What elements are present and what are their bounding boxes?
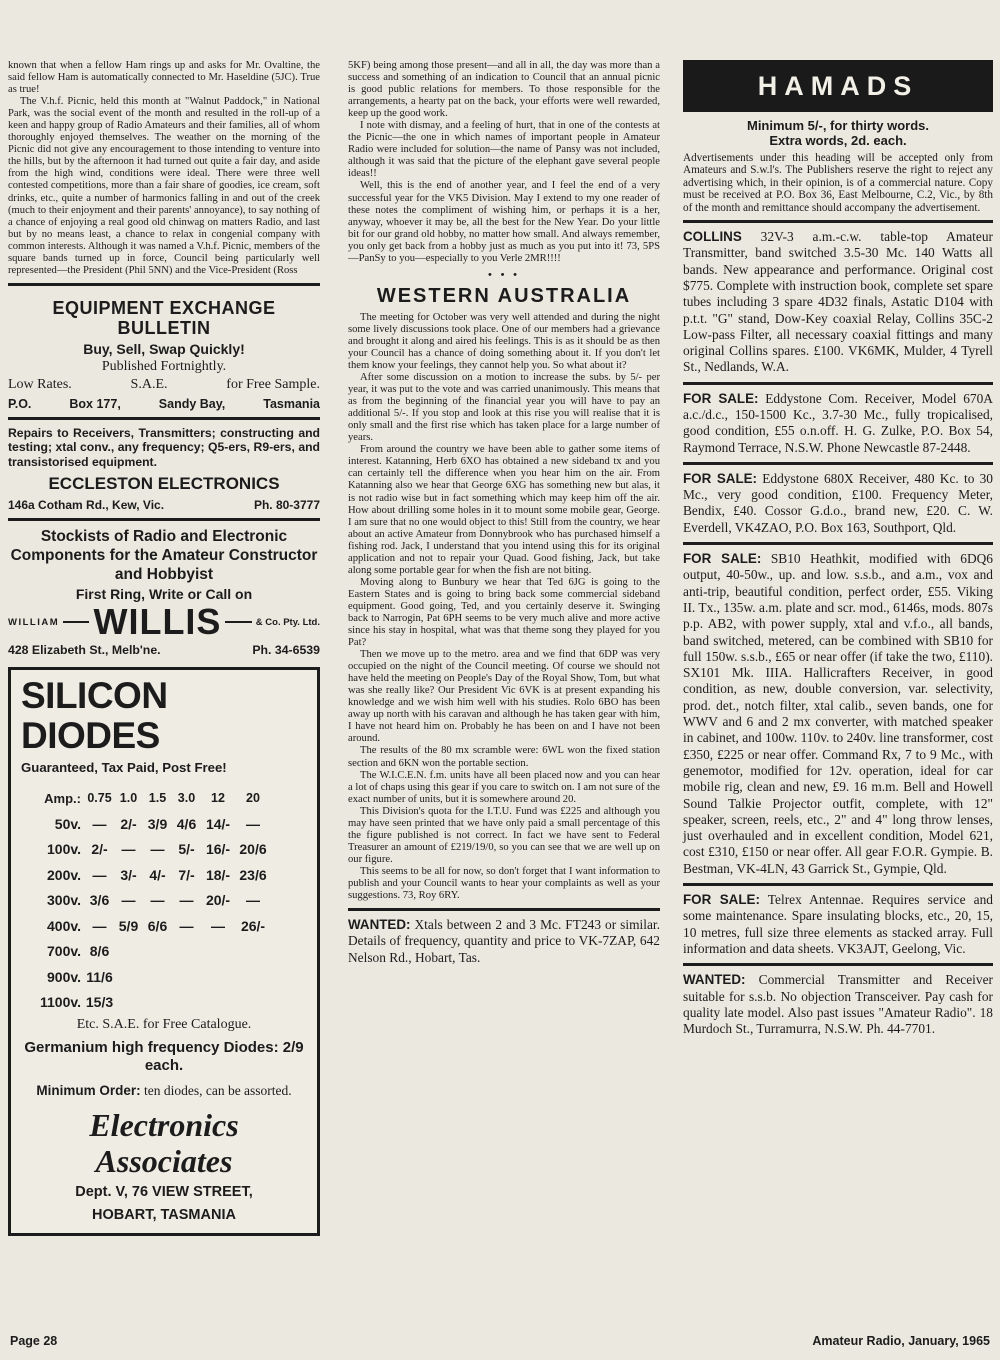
minimum-order <box>21 1083 307 1099</box>
western-australia-heading: WESTERN AUSTRALIA <box>376 284 632 307</box>
vk5-notes-end <box>348 60 660 265</box>
eeb-title: EQUIPMENT EXCHANGE <box>52 297 276 318</box>
diode-price: 2/- <box>91 841 108 858</box>
diode-price: 20/- <box>205 892 231 909</box>
ad-text: SB10 Heathkit, modified with 6DQ6 output, 40-50w., up. and low. s.s.b., and a.m., vox and anti-trip, beautiful condition, perfect order, £55. Viking II. Tx., 135w. a.m. plate and scr. mod., 6146s, mods. 807s p.p. AB2, with power supply, xtal and v.f.o., all bands, band switched, metered, can be combined with SB10 for full 150w. s.s.b., £65 or near offer (if take the two, £110). SX101 Mk. IIIA. Hallicrafters Receiver, in good condition, as new, double conversion, var. selectivity, prod. det., notch filter, xtal calib., seven bands, one for WWV and 6 and 2 mx converter, with matched speaker in cabinet, and 100w. 110v. to 240v. line transformer, cost £350, £225 or near offer. Command Rx, 7 to 9 Mc., with genemotor, modified for 12v. operation, ideal for car mobile rig, clean and new, £9. 16 m.m. Bell and Howell Sound Talkie Projector outfit, complete, with 12" speaker, screen, reels, etc., 2" and 4" long throw lenses, just overhauled and in excellent condition, Model 621, cost £310, £150 or near offer. All gear F.O.R. Gympie. B. Bestman, VK-4LN, 43 Garrick St., Gympie, Qld. <box>683 551 993 876</box>
eeb-address-2: Box 177, <box>69 396 121 411</box>
ad-lead: FOR SALE: <box>683 551 762 567</box>
eccleston-ad <box>8 426 320 513</box>
article-paragraph: The V.h.f. Picnic, held this month at "Walnut Paddock," in National Park, was the social event of the month and resulted in the roll-up of a keen and happy group of Radio Amateurs and their families, all of whom thoroughly enjoyed themselves. The weather on the morning of the Picnic did not give any encouragement to those intending to venture into the hills, but by the afternoon it had turned out quite a fair day, and aside from the high wind, conditions were ideal. There were three well contested competitions, more than a fair share of goodies, ice cream, soft drinks, etc., quite a number of harmonics falling in and out of the creek (much to their enjoyment and their parents' annoyance), to say nothing of a chance of enjoying a real good old chinwag on matters Radio, and last but by no means least, a chance to relax in congenial company with common interests. Although it was named a V.h.f. Picnic, members of the square bands turned up in force, Council being particularly well represented—the President (Phil 5NN) and the Vice-President (Ross <box>8 96 320 276</box>
eeb-rates <box>8 377 320 393</box>
ad-lead: WANTED: <box>683 972 746 988</box>
amp-value: 1.0 <box>119 791 138 806</box>
willis-phone: Ph. 34-6539 <box>252 643 320 658</box>
western-australia-notes <box>348 312 660 902</box>
hamads-banner <box>683 60 993 112</box>
ad-text: Commercial Transmitter and Receiver suitable for s.s.b. No objection Transceiver. Pay cash for quality late model. Also past issues "Amateur Radio". 18 Murdoch St., Turramurra, N.S.W. Ph. 44-7701. <box>683 972 993 1037</box>
wanted-lead: WANTED: <box>348 917 411 933</box>
diode-price-row <box>21 862 307 888</box>
diode-price: — <box>179 892 194 909</box>
diodes-catalogue: Etc. S.A.E. for Free Catalogue. <box>76 1016 252 1032</box>
column-middle <box>348 60 660 966</box>
diode-price: 4/- <box>149 866 166 883</box>
diode-price: — <box>246 815 260 832</box>
diodes-amp-header <box>21 785 307 811</box>
wanted-xtals-ad <box>348 917 660 966</box>
diode-price: 2/- <box>120 815 137 832</box>
ad-lead: FOR SALE: <box>683 892 760 908</box>
diode-price: 4/6 <box>176 815 197 832</box>
column-right <box>683 60 993 1037</box>
diode-price: 3/9 <box>147 815 168 832</box>
willis-logo-name: WILLIS <box>93 601 222 643</box>
voltage-label: 400v. <box>47 917 81 934</box>
diode-price-row <box>21 989 307 1015</box>
diode-price: — <box>246 892 260 909</box>
article-paragraph: I note with dismay, and a feeling of hurt, that in one of the contests at the Picnic—the one in which names of important people in Amateur Radio were included for solution—the name of Pansy was not included, although it was said that the picture of the elephant gave several people ideas!! <box>348 120 660 180</box>
diode-price: 5/- <box>178 841 195 858</box>
diode-price: 11/6 <box>86 968 113 985</box>
eccleston-address: 146a Cotham Rd., Kew, Vic. <box>8 498 165 513</box>
page-number: Page 28 <box>10 1334 58 1348</box>
minimum-order-text: ten diodes, can be assorted. <box>143 1082 292 1098</box>
article-paragraph: This seems to be all for now, so don't forget that I want information to publish and your Council wants to hear your complaints as well as your suggestions. 73, Roy 6RY. <box>348 865 660 902</box>
voltage-label: 50v. <box>54 815 81 832</box>
wanted-text: Xtals between 2 and 3 Mc. FT243 or similar. Details of frequency, quantity and price to VK-7ZAP, 642 Nelson Rd., Hobart, Tas. <box>348 917 660 965</box>
ad-lead: FOR SALE: <box>683 470 758 486</box>
divider <box>683 220 993 223</box>
eeb-published: Published Fortnightly. <box>101 358 227 374</box>
classified-ad <box>683 551 993 877</box>
divider <box>8 518 320 521</box>
diode-price: — <box>150 892 165 909</box>
eeb-address <box>8 397 320 411</box>
willis-logo <box>8 601 320 643</box>
article-paragraph: This Division's quota for the I.T.U. Fund was £225 and although you may have seen printed that we have only paid a small percentage of this the figure published is not correct. In fact we have sent to Federal Treasurer an amount of £219/19/0, so you can see that we are well up on our figure. <box>348 805 660 865</box>
section-separator: • • • <box>487 268 521 281</box>
willis-logo-right: & Co. Pty. Ltd. <box>255 616 320 628</box>
article-paragraph: The results of the 80 mx scramble were: 6WL won the fixed station section and 6KN won the portable section. <box>348 745 660 769</box>
diode-price: 23/6 <box>239 866 267 883</box>
voltage-label: 100v. <box>47 841 81 858</box>
germanium-diodes: Germanium high frequency Diodes: 2/9 each. <box>24 1038 304 1074</box>
equipment-exchange-ad <box>8 292 320 411</box>
ad-lead: COLLINS <box>683 229 742 245</box>
column-left <box>8 60 320 1236</box>
classified-ad <box>683 229 993 376</box>
willis-ad <box>8 527 320 657</box>
diode-price: 6/6 <box>147 917 168 934</box>
hamads-conditions: Advertisements under this heading will be accepted only from Amateurs and S.w.l's. The Publishers reserve the right to reject any advertising which, in their opinion, is of a commercial nature. Copy must be received at P.O. Box 36, East Melbourne, C.2, Vic., by 8th of the month and remittance should accompany the advertisement. <box>683 152 993 214</box>
ad-text: Eddystone 680X Receiver, 480 Kc. to 30 Mc., very good condition, £100. Frequency Meter, Bendix, £40. Cossor G.d.o., brand new, £20. C. W. Everdell, VK4ZAO, P.O. Box 163, Southport, Qld. <box>683 470 993 535</box>
journal-issue: Amateur Radio, January, 1965 <box>812 1334 990 1348</box>
electronics-associates-logo: Electronics Associates <box>89 1106 239 1179</box>
diode-price: — <box>92 815 107 832</box>
logo-line <box>225 621 251 623</box>
amp-value: 12 <box>211 791 225 806</box>
eeb-rates-1: Low Rates. <box>8 376 72 392</box>
divider <box>683 883 993 886</box>
diode-price: 7/- <box>178 866 195 883</box>
diode-price: 18/- <box>205 866 231 883</box>
eeb-tagline: Buy, Sell, Swap Quickly! <box>83 340 245 357</box>
eeb-address-4: Tasmania <box>263 396 320 411</box>
diodes-guarantee: Guaranteed, Tax Paid, Post Free! <box>21 760 227 776</box>
divider <box>683 462 993 465</box>
eccleston-address-line <box>8 498 320 512</box>
diode-price-row <box>21 913 307 939</box>
diode-price: 3/- <box>120 866 137 883</box>
eeb-rates-2: S.A.E. <box>130 376 168 392</box>
willis-address-line <box>8 643 320 657</box>
diode-price-row <box>21 964 307 990</box>
silicon-diodes-ad <box>8 667 320 1236</box>
diodes-price-table <box>21 785 307 1015</box>
voltage-label: 300v. <box>47 892 81 909</box>
diode-price: — <box>92 917 107 934</box>
ea-city: HOBART, TASMANIA <box>92 1206 236 1223</box>
diode-price: — <box>121 892 136 909</box>
article-paragraph: known that when a fellow Ham rings up and asks for Mr. Ovaltine, the said fellow Ham is automatically connected to Mr. Haseldine (5JC). True as true! <box>8 60 320 96</box>
divider <box>8 417 320 420</box>
diode-price-row <box>21 836 307 862</box>
diode-price-row <box>21 938 307 964</box>
hamads-title: HAMADS <box>757 70 919 101</box>
divider <box>683 542 993 545</box>
amp-value: 3.0 <box>177 791 196 806</box>
article-paragraph: Well, this is the end of another year, and I feel the end of a very successful year for the VK5 Division. May I extend to my one reader of these notes the compliment of wishing him, or perhaps it is a her, anyway, whoever it may be, all the best for the New Year. Do your little bit for our grand old hobby, no matter how small. And always remember, you only get back from a hobby just as much as you put into it! 73, 5PS—PanSy to you—especially to you Verle 2MR!!!! <box>348 180 660 264</box>
eeb-address-1: P.O. <box>8 396 32 411</box>
diodes-rows <box>21 811 307 1015</box>
eeb-address-3: Sandy Bay, <box>158 396 226 411</box>
hamads-rates <box>683 118 993 148</box>
classified-ad <box>683 892 993 957</box>
hamads-rate-2: Extra words, 2d. each. <box>769 133 907 148</box>
voltage-label: 200v. <box>47 866 81 883</box>
divider <box>683 963 993 966</box>
amp-value: 20 <box>246 791 260 806</box>
eccleston-phone: Ph. 80-3777 <box>253 498 320 513</box>
logo-line <box>63 621 89 623</box>
ad-text: Eddystone Com. Receiver, Model 670A a.c./d.c., 150-1500 Kc., 3.7-30 Mc., fully tropicalised, good condition, £55 o.n.off. H. G. Zulke, P.O. Box 54, Raymond Terrace, N.S.W. Phone Newcastle 87-2448. <box>683 390 993 455</box>
amp-value: 1.5 <box>148 791 167 806</box>
diode-price: — <box>92 866 107 883</box>
diode-price-row <box>21 811 307 837</box>
diode-price: 20/6 <box>239 841 267 858</box>
article-paragraph: After some discussion on a motion to increase the subs. by 5/- per year, it was put to the vote and was carried unanimously. This means that as from the beginning of the financial year you will have to pay an additional 5/-. If you stop and look at this rise you will realise that it is only small and the first rise which has taken place for a large number of years. <box>348 372 660 444</box>
classified-ads <box>683 229 993 1037</box>
diode-price-row <box>21 887 307 913</box>
hamads-rate-1: Minimum 5/-, for thirty words. <box>746 118 929 133</box>
article-paragraph: The W.I.C.E.N. f.m. units have all been placed now and you can hear a lot of chaps using this gear if you care to switch on. I am not sure of the exact number of units, but it is somewhere around 20. <box>348 769 660 805</box>
minimum-order-label: Minimum Order: <box>36 1082 141 1098</box>
willis-heading: Stockists of Radio and Electronic Components for the Amateur Constructor and Hobbyist <box>10 528 318 584</box>
diode-price: — <box>150 841 165 858</box>
article-paragraph: From around the country we have been able to gather some items of interest. Katanning, Herb 6XO has obtained a new sideband tx and you can certainly tell the difference when you hear him on the air. From Katanning also we hear that George 6XG has something new but alas, it is not radio wise but in fact something which may keep him off the air. How about drilling some holes in it to mount some mobile gear, George. I am sure that no one would object to this! Still from the country, we hear about an active Amateur from Donnybrook who has purchased himself a fishing rod. Jack, I understand that you intend using this for its original application and not to repair your Quad. Good fishing, Jack, but take along some portable gear for when the fish are not biting. <box>348 444 660 576</box>
diode-price: 5/9 <box>118 917 139 934</box>
eccleston-services: Repairs to Receivers, Transmitters; constructing and testing; xtal conv., any frequency; Q5-ers, R9-ers, and transistorised equipment. <box>8 425 320 469</box>
ad-text: Telrex Antennae. Requires service and some maintenance. Spare insulating blocks, etc., 20, 15, 10 metres, full size three elements as stacked array. Full information and data sheets. VK3AJT, Geelong, Vic. <box>683 892 993 956</box>
vk5-notes-continued <box>8 60 320 277</box>
willis-logo-left: WILLIAM <box>8 616 60 628</box>
willis-address: 428 Elizabeth St., Melb'ne. <box>8 643 161 658</box>
article-paragraph: Moving along to Bunbury we hear that Ted 6JG is going to the Eastern States and is going to bring back some commercial sideband equipment. Good going, Ted, and you certainly deserve it. Swinging back to Narrogin, Pat 6PH seems to be very much alive and more active since his stay in hospital, what was that theme song they played for you Pat? <box>348 576 660 649</box>
article-paragraph: Then we move up to the metro. area and we find that 6DP was very occupied on the night of the Council meeting. Of course we should not have held the meeting on People's Day of the Royal Show, Tom, but what was she really like? Our President Vic 6VK is at present expanding his knowledge and we wish him well with his studies. Rolo 6BO has been away up north with his caravan and although he has taken gear with him, I have not heard him on. Probably he has been on and I have not been around. <box>348 649 660 745</box>
ea-dept: Dept. V, 76 VIEW STREET, <box>75 1183 253 1200</box>
diode-price: 3/6 <box>89 892 110 909</box>
ad-text: 32V-3 a.m.-c.w. table-top Amateur Transmitter, band switched 3.5-30 Mc. 140 Watts all bands. New appearance and performance. Original cost $775. Complete with instruction book, complete set spare tubes including 3 spare 4D32 finals, Astatic D104 with p.t.t. "G" stand, Dow-Key coaxial Relay, Collins 35C-2 Low-pass Filter, all necessary coaxial fittings and many original Collins spares. £100. VK6MK, Mulder, 4 Tyrell St., Nedlands, W.A. <box>683 229 993 375</box>
voltage-label: 700v. <box>47 943 81 960</box>
divider <box>348 908 660 911</box>
classified-ad <box>683 471 993 536</box>
diode-price: 8/6 <box>89 943 110 960</box>
ad-lead: FOR SALE: <box>683 390 759 406</box>
willis-first-ring: First Ring, Write or Call on <box>75 586 253 603</box>
article-paragraph: The meeting for October was very well attended and during the night some lively discussions took place. One of our members had a grievance and brought it along and aired his feelings. This is as it should be as then your Council has a chance of doing something about it. If you don't let them know your feelings, they cannot help you. So what about it? <box>348 311 660 371</box>
eeb-rates-3: for Free Sample. <box>226 376 320 392</box>
divider <box>683 382 993 385</box>
article-paragraph: 5KF) being among those present—and all in all, the day was more than a success and something of an indication to Council that an annual picnic is good public relations for members. To those responsible for the arrangements, a hearty pat on the back, your efforts were well rewarded, keep up the good work. <box>348 60 660 120</box>
classified-ad <box>683 391 993 456</box>
diode-price: — <box>211 917 225 934</box>
diode-price: 16/- <box>205 841 231 858</box>
amp-label: Amp.: <box>44 790 81 806</box>
diode-price: 14/- <box>205 815 231 832</box>
voltage-label: 900v. <box>47 968 81 985</box>
divider <box>8 283 320 286</box>
diode-price: — <box>179 917 194 934</box>
diode-price: 26/- <box>240 917 266 934</box>
voltage-label: 1100v. <box>39 994 81 1011</box>
eeb-title-2: BULLETIN <box>117 317 211 338</box>
amp-value: 0.75 <box>87 791 112 806</box>
classified-ad <box>683 972 993 1037</box>
diode-price: — <box>121 841 136 858</box>
eccleston-name: ECCLESTON ELECTRONICS <box>48 474 280 494</box>
diode-price: 15/3 <box>85 994 114 1011</box>
diodes-title: SILICON DIODES <box>21 675 168 757</box>
